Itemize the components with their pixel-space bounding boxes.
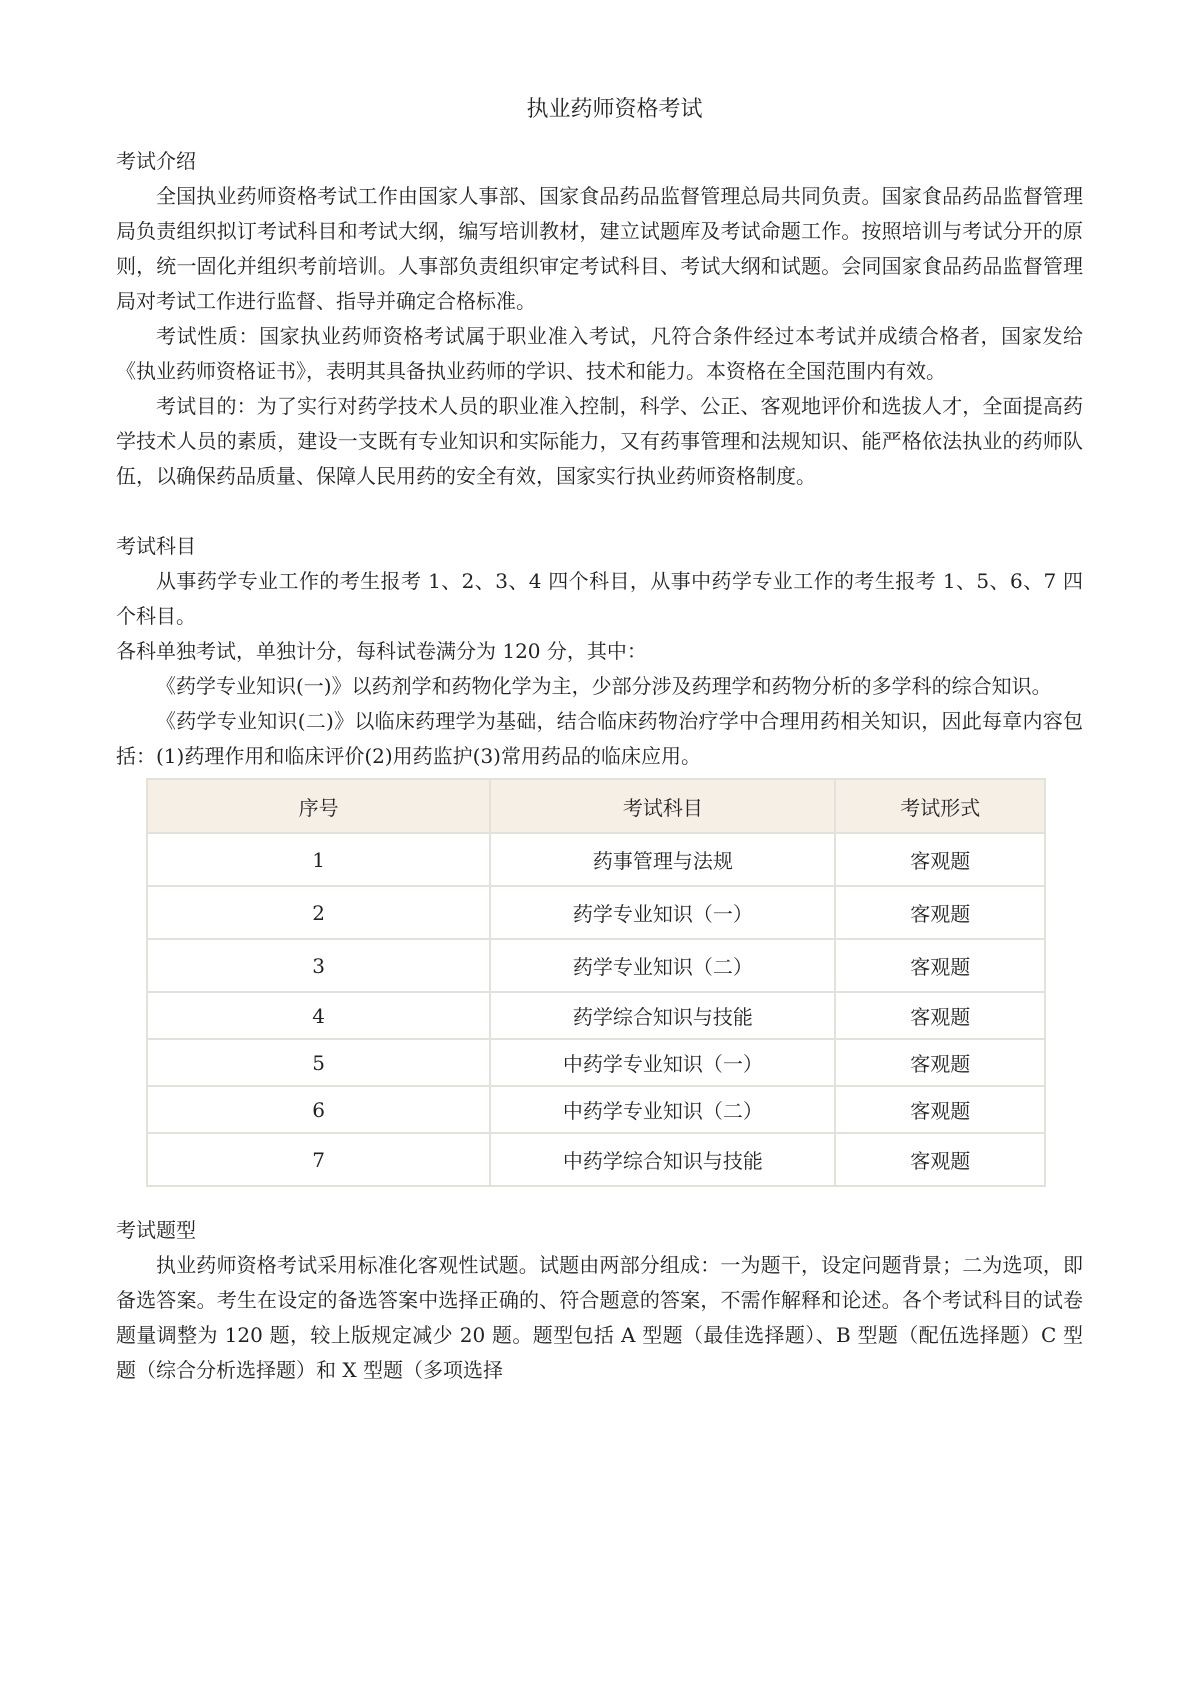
table-cell-subject: 中药学专业知识（一）: [490, 1039, 835, 1086]
subjects-paragraph: 从事药学专业工作的考生报考 1、2、3、4 四个科目，从事中药学专业工作的考生报考 1、5、6、7 四个科目。: [116, 569, 1083, 628]
scoring-paragraph: 各科单独考试，单独计分，每科试卷满分为 120 分，其中：: [116, 639, 647, 663]
table-cell-no: 5: [147, 1039, 490, 1086]
table-cell-no: 4: [147, 992, 490, 1039]
subjects-table: [146, 778, 1046, 1187]
table-cell-no: 2: [147, 886, 490, 939]
section-spacer: [116, 494, 1083, 529]
table-header-cell: 序号: [147, 779, 490, 833]
table-cell-form: 客观题: [835, 992, 1045, 1039]
table-row: [147, 1086, 1045, 1133]
table-cell-form: 客观题: [835, 886, 1045, 939]
document-title: 执业药师资格考试: [526, 97, 703, 122]
table-header-cell: 考试科目: [490, 779, 835, 833]
pharmacy-knowledge-1-paragraph: 《药学专业知识(一)》以药剂学和药物化学为主，少部分涉及药理学和药物分析的多学科的综合知识。: [156, 674, 1052, 698]
table-cell-no: 6: [147, 1086, 490, 1133]
table-row: [147, 1039, 1045, 1086]
table-cell-no: 1: [147, 833, 490, 886]
section-heading-question-types: 考试题型: [116, 1218, 196, 1242]
table-cell-subject: 药学专业知识（一）: [490, 886, 835, 939]
table-cell-subject: 药事管理与法规: [490, 833, 835, 886]
question-types-paragraph: 执业药师资格考试采用标准化客观性试题。试题由两部分组成：一为题干，设定问题背景；二为选项，即备选答案。考生在设定的备选答案中选择正确的、符合题意的答案，不需作解释和论述。各个考试科目的试卷题量调整为 120 题，较上版规定减少 20 题。题型包括 A 型题（最佳选择题）、B 型题（配伍选择题）C 型题（综合分析选择题）和 X 型题（多项选择: [116, 1253, 1083, 1382]
table-cell-no: 7: [147, 1133, 490, 1186]
table-cell-form: 客观题: [835, 939, 1045, 992]
table-row: [147, 992, 1045, 1039]
table-cell-subject: 中药学综合知识与技能: [490, 1133, 835, 1186]
table-header-row: [147, 779, 1045, 833]
table-cell-no: 3: [147, 939, 490, 992]
table-cell-subject: 药学专业知识（二）: [490, 939, 835, 992]
table-cell-form: 客观题: [835, 833, 1045, 886]
document-page: [116, 92, 1083, 1388]
section-heading-intro: 考试介绍: [116, 149, 196, 173]
intro-paragraph: 全国执业药师资格考试工作由国家人事部、国家食品药品监督管理总局共同负责。国家食品药品监督管理局负责组织拟订考试科目和考试大纲，编写培训教材，建立试题库及考试命题工作。按照培训与考试分开的原则，统一固化并组织考前培训。人事部负责组织审定考试科目、考试大纲和试题。会同国家食品药品监督管理局对考试工作进行监督、指导并确定合格标准。: [116, 184, 1083, 313]
table-row: [147, 939, 1045, 992]
section-heading-subjects: 考试科目: [116, 534, 196, 558]
table-cell-subject: 中药学专业知识（二）: [490, 1086, 835, 1133]
table-header-cell: 考试形式: [835, 779, 1045, 833]
section-spacer: [116, 1187, 1083, 1213]
exam-purpose-paragraph: 考试目的：为了实行对药学技术人员的职业准入控制，科学、公正、客观地评价和选拔人才，全面提高药学技术人员的素质，建设一支既有专业知识和实际能力，又有药事管理和法规知识、能严格依法执业的药师队伍，以确保药品质量、保障人民用药的安全有效，国家实行执业药师资格制度。: [116, 394, 1083, 488]
table-cell-subject: 药学综合知识与技能: [490, 992, 835, 1039]
table-cell-form: 客观题: [835, 1039, 1045, 1086]
table-row: [147, 833, 1045, 886]
table-cell-form: 客观题: [835, 1086, 1045, 1133]
table-row: [147, 886, 1045, 939]
exam-nature-paragraph: 考试性质：国家执业药师资格考试属于职业准入考试，凡符合条件经过本考试并成绩合格者，国家发给《执业药师资格证书》，表明其具备执业药师的学识、技术和能力。本资格在全国范围内有效。: [116, 324, 1083, 383]
table-cell-form: 客观题: [835, 1133, 1045, 1186]
table-row: [147, 1133, 1045, 1186]
pharmacy-knowledge-2-paragraph: 《药学专业知识(二)》以临床药理学为基础，结合临床药物治疗学中合理用药相关知识，因此每章内容包括：(1)药理作用和临床评价(2)用药监护(3)常用药品的临床应用。: [116, 709, 1083, 768]
